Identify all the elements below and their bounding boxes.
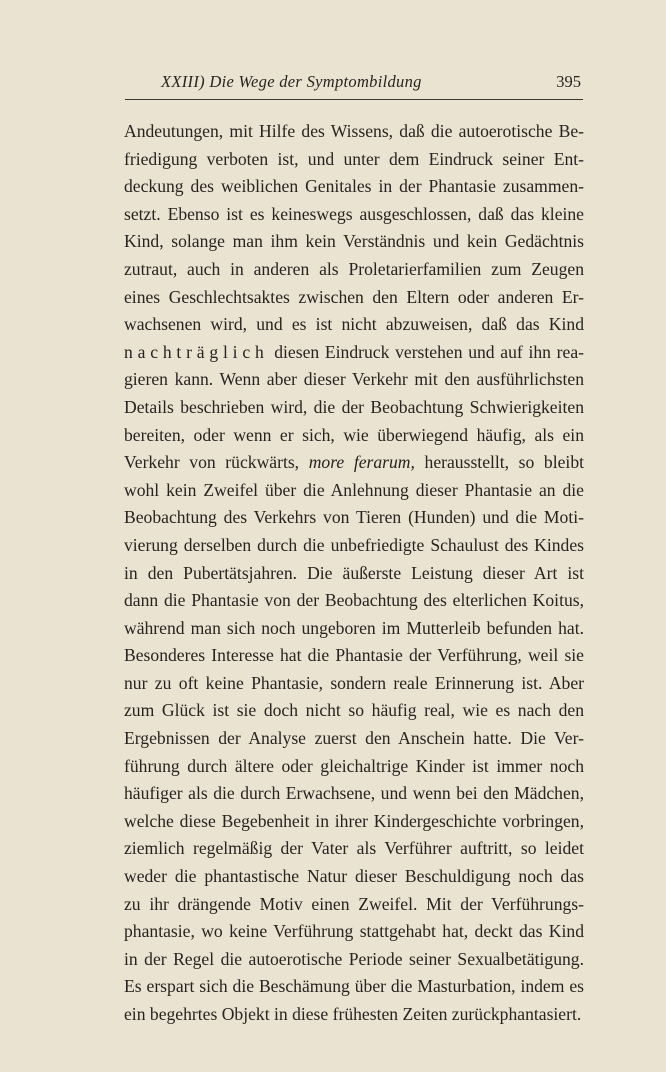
page-number: 395 <box>556 72 581 91</box>
text-line: dann die Phantasie von der Beobachtung des elterlichen Koitus, <box>124 590 584 611</box>
chapter-title: XXIII) Die Wege der Symptombildung <box>161 72 422 91</box>
text-line: gieren kann. Wenn aber dieser Verkehr mit den ausführlichsten <box>124 369 584 390</box>
text-line: Andeutungen, mit Hilfe des Wissens, daß die autoerotische Be- <box>124 121 584 141</box>
text-line: häufiger als die durch Erwachsene, und wenn bei den Mädchen, <box>124 783 584 804</box>
spaced-emphasis: nachträglich <box>124 341 269 362</box>
text-line: zu ihr drängende Motiv einen Zweifel. Mit der Verführungs- <box>124 893 584 914</box>
text-line: in den Pubertätsjahren. Die äußerste Leistung dieser Art ist <box>124 562 584 583</box>
italic-phrase: more ferarum, <box>308 452 415 473</box>
text-line: während man sich noch ungeboren im Mutterleib befunden hat. <box>124 617 584 638</box>
text-line: in der Regel die autoerotische Periode seiner Sexualbetätigung. <box>124 948 584 969</box>
text-line <box>124 449 584 477</box>
text-line: phantasie, wo keine Verführung stattgehabt hat, deckt das Kind <box>124 921 584 942</box>
text-line: ein begehrtes Objekt in diese frühesten Zeiten zurückphantasiert. <box>124 1004 582 1024</box>
text-line: Es erspart sich die Beschämung über die Masturbation, indem es <box>124 976 584 997</box>
text-line: vierung derselben durch die unbefriedigte Schaulust des Kindes <box>124 534 584 555</box>
text-line: zum Glück ist sie doch nicht so häufig real, wie es nach den <box>124 700 584 721</box>
header-rule <box>125 99 583 100</box>
text-line: zutraut, auch in anderen als Proletarierfamilien zum Zeugen <box>124 258 584 279</box>
text-line: Kind, solange man ihm kein Verständnis und kein Gedächtnis <box>124 231 584 252</box>
text-line: führung durch ältere oder gleichaltrige Kinder ist immer noch <box>124 755 584 776</box>
text-line: Details beschrieben wird, die der Beobachtung Schwierigkeiten <box>124 396 584 417</box>
text-line: deckung des weiblichen Genitales in der Phantasie zusammen- <box>124 176 584 197</box>
text-line: eines Geschlechtsaktes zwischen den Eltern oder anderen Er- <box>124 286 584 307</box>
text-line: wohl kein Zweifel über die Anlehnung dieser Phantasie an die <box>124 479 584 500</box>
body-text <box>124 118 584 1029</box>
line-rest: herausstellt, so bleibt <box>414 452 585 473</box>
line-rest: diesen Eindruck verstehen und auf ihn rea- <box>268 341 584 362</box>
text-line <box>124 339 584 367</box>
running-header <box>125 72 584 96</box>
line-start: Verkehr von rückwärts, <box>124 452 309 473</box>
text-line: weder die phantastische Natur dieser Beschuldigung noch das <box>124 866 584 887</box>
text-line: welche diese Begebenheit in ihrer Kindergeschichte vorbringen, <box>124 810 584 831</box>
text-line: friedigung verboten ist, und unter dem Eindruck seiner Ent- <box>124 148 584 169</box>
text-line: Besonderes Interesse hat die Phantasie der Verführung, weil sie <box>124 645 584 666</box>
text-line: Beobachtung des Verkehrs von Tieren (Hunden) und die Moti- <box>124 507 584 528</box>
text-line: nur zu oft keine Phantasie, sondern reale Erinnerung ist. Aber <box>124 672 584 693</box>
text-line: wachsenen wird, und es ist nicht abzuweisen, daß das Kind <box>124 314 584 335</box>
text-line: bereiten, oder wenn er sich, wie überwiegend häufig, als ein <box>124 424 584 445</box>
text-line: setzt. Ebenso ist es keineswegs ausgeschlossen, daß das kleine <box>124 203 584 224</box>
text-line: Ergebnissen der Analyse zuerst den Anschein hatte. Die Ver- <box>124 728 584 749</box>
text-line: ziemlich regelmäßig der Vater als Verführer auftritt, so leidet <box>124 838 584 859</box>
